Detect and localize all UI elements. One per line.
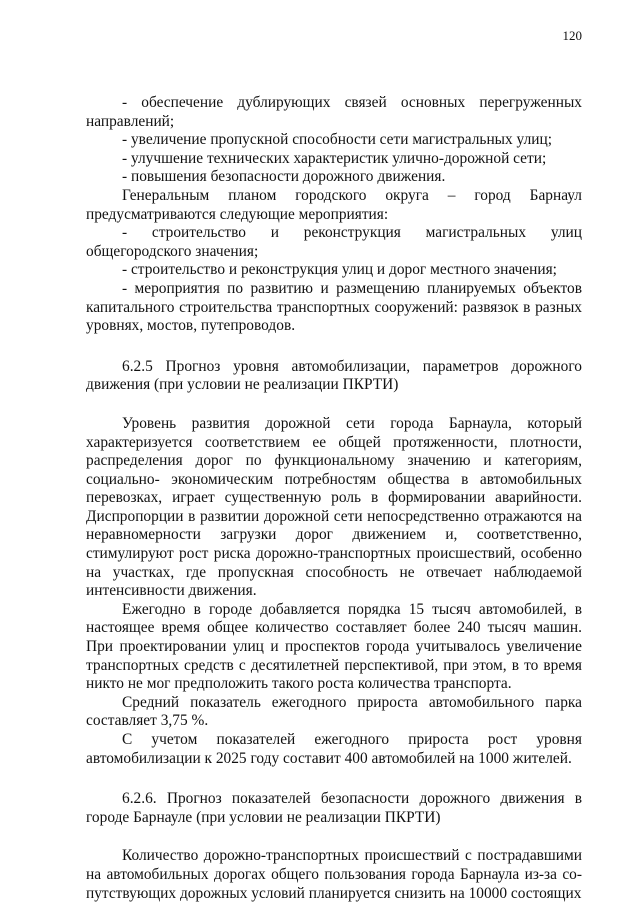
list-item: - улучшение технических характеристик улично-дорожной сети;: [122, 149, 547, 167]
page-content: [86, 94, 582, 903]
body-paragraph: Средний показатель ежегодного прироста автомобильного парка составляет 3,75 %.: [86, 693, 582, 730]
list-item: - строительство и реконструкция магистральных улиц общегородского значения;: [86, 224, 582, 260]
list-item: - повышения безопасности дорожного движения.: [122, 168, 446, 186]
body-paragraph: Генеральным планом городского округа – город Барнаул предусматриваются следующие мероприятия:: [86, 186, 582, 223]
list-item: - строительство и реконструкция улиц и дорог местного значения;: [122, 261, 557, 279]
body-paragraph: Количество дорожно-транспортных происшествий с пострадавшими на автомобильных дорогах общего пользования города Барнаула из-за со-путствующих дорожных условий планируется снизить на 10000 состоящих: [86, 847, 582, 902]
list-item: - мероприятия по развитию и размещению планируемых объектов капитального строительства транспортных сооружений: развязок в разных уровнях, мостов, путепроводов.: [86, 279, 582, 335]
body-paragraph: Уровень развития дорожной сети города Барнаула, который характеризуется соответствием ее общей протяженности, плотности, распределения дорог по функциональному значению и категориям, социально- экономическим потребностям общества в автомобильных перевозках, играет существенную роль в формировании аварийности. Диспропорции в развитии дорожной сети непосредственно отражаются на неравномерности загрузки дорог движением и, соответственно, стимулируют рост риска дорожно-транспортных происшествий, особенно на участках, где пропускная способность не отвечает наблюдаемой интенсивности движения.: [86, 414, 582, 600]
list-item: - увеличение пропускной способности сети магистральных улиц;: [122, 131, 553, 149]
section-heading-6-2-6: 6.2.6. Прогноз показателей безопасности дорожного движения в городе Барнауле (при условии не реализации ПКРТИ): [86, 790, 582, 826]
list-item: - обеспечение дублирующих связей основных перегруженных направлений;: [86, 94, 582, 130]
body-paragraph: Ежегодно в городе добавляется порядка 15 тысяч автомобилей, в настоящее время общее количество составляет более 240 тысяч машин. При проектировании улиц и проспектов города учитывалось увеличение транспортных средств с десятилетней перспективой, при этом, в то время никто не мог предположить такого роста количества транспорта.: [86, 600, 582, 693]
page-number: 120: [562, 28, 582, 43]
body-paragraph: С учетом показателей ежегодного прироста рост уровня автомобилизации к 2025 году составит 400 автомобилей на 1000 жителей.: [86, 731, 582, 767]
section-heading-6-2-5: 6.2.5 Прогноз уровня автомобилизации, параметров дорожного движения (при условии не реализации ПКРТИ): [86, 357, 582, 394]
